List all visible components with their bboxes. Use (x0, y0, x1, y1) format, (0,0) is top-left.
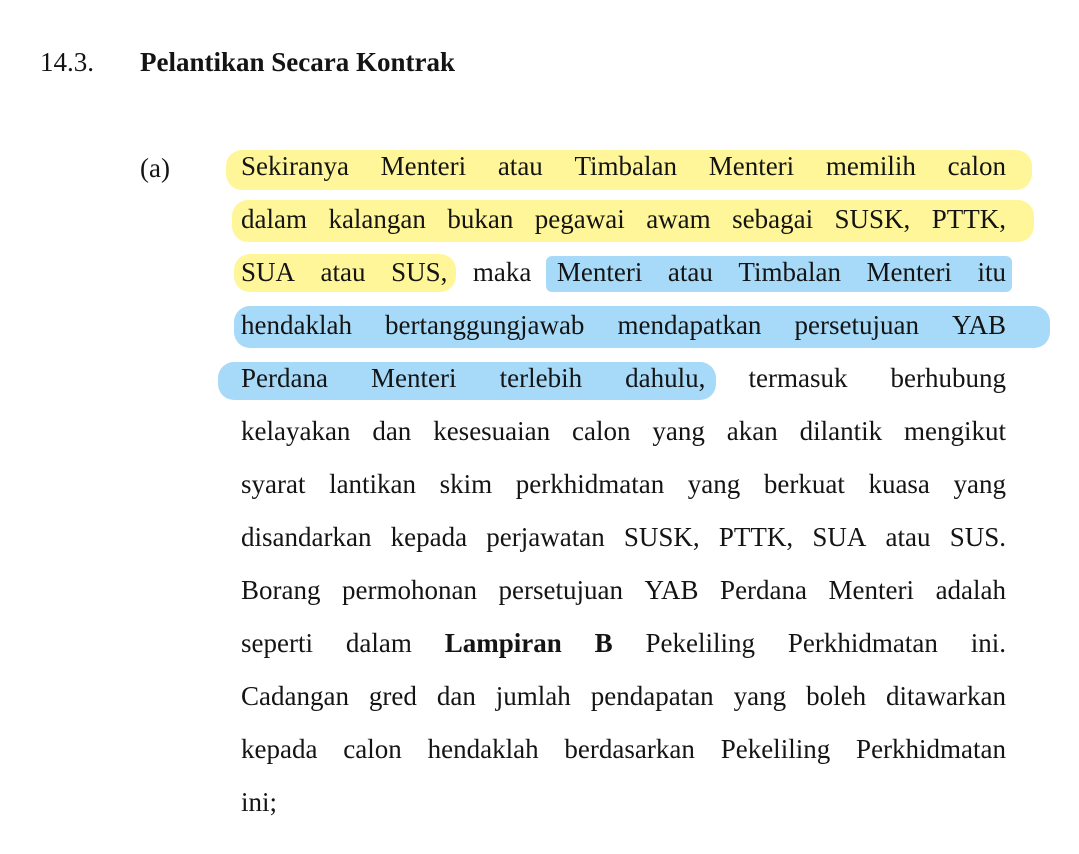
item-paragraph (241, 140, 1006, 829)
paragraph-line: Sekiranya Menteri atau Timbalan Menteri memilih calon (241, 151, 1007, 181)
section-number: 14.3. (40, 47, 94, 77)
section-title: Pelantikan Secara Kontrak (140, 47, 455, 77)
paragraph-line: Perdana Menteri terlebih dahulu, termasuk berhubung (241, 363, 1007, 393)
paragraph-line: seperti dalam Lampiran B Pekeliling Perkhidmatan ini. (241, 628, 1006, 658)
item-label: (a) (140, 153, 170, 183)
paragraph-line: SUA atau SUS, maka Menteri atau Timbalan Menteri itu (241, 257, 1006, 287)
paragraph-line: kepada calon hendaklah berdasarkan Pekeliling Perkhidmatan (241, 734, 1007, 764)
paragraph-line: Borang permohonan persetujuan YAB Perdana Menteri adalah (241, 575, 1007, 605)
paragraph-line: ini; (241, 787, 278, 817)
paragraph-line: dalam kalangan bukan pegawai awam sebagai SUSK, PTTK, (241, 204, 1007, 234)
paragraph-line: disandarkan kepada perjawatan SUSK, PTTK, SUA atau SUS. (241, 522, 1006, 552)
paragraph-line: Cadangan gred dan jumlah pendapatan yang boleh ditawarkan (241, 681, 1006, 711)
paragraph-line: hendaklah bertanggungjawab mendapatkan persetujuan YAB (241, 310, 1006, 340)
paragraph-line: kelayakan dan kesesuaian calon yang akan dilantik mengikut (241, 416, 1007, 446)
paragraph-line: syarat lantikan skim perkhidmatan yang berkuat kuasa yang (241, 469, 1006, 499)
